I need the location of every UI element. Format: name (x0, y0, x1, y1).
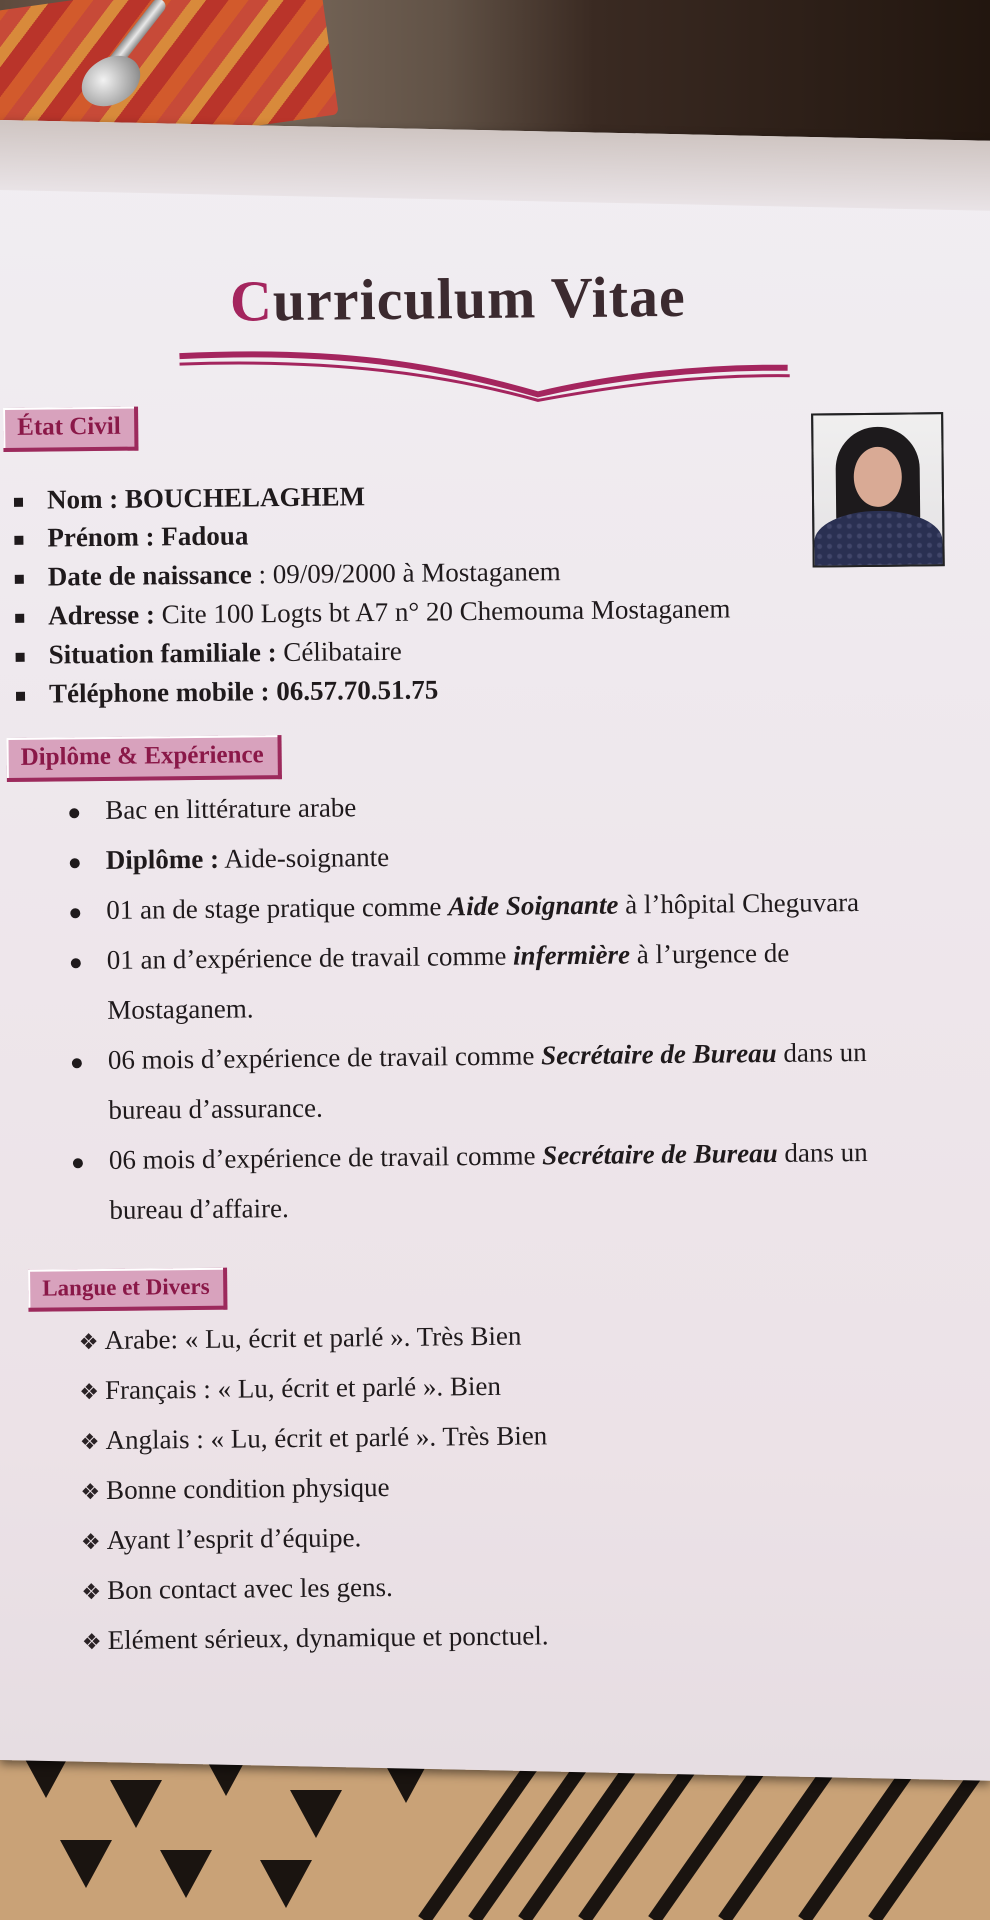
section-diplome: Diplôme & Expérience (6, 735, 281, 782)
diamond-bullet-icon: ❖ (79, 1429, 100, 1455)
exp-item-bac: Bac en littérature arabe (69, 792, 356, 826)
divers-arabe: ❖ Arabe: « Lu, écrit et parlé ». Très Bien (78, 1320, 522, 1355)
exp-item-secretaire-2: 06 mois d’expérience de travail comme Secrétaire de Bureau dans un (73, 1137, 868, 1176)
square-bullet-icon (16, 692, 25, 701)
square-bullet-icon (15, 575, 24, 584)
divers-equipe: ❖ Ayant l’esprit d’équipe. (80, 1522, 362, 1555)
diamond-bullet-icon: ❖ (78, 1329, 99, 1355)
fabric-pattern (110, 1780, 162, 1828)
fabric-pattern (60, 1840, 112, 1888)
round-bullet-icon (69, 808, 79, 818)
fabric-pattern (290, 1790, 342, 1838)
cv-paper (0, 120, 990, 1781)
profile-photo (811, 412, 945, 567)
square-bullet-icon (15, 614, 24, 623)
title-initial: C (229, 268, 274, 334)
title-swoosh (177, 332, 798, 408)
divers-serieux: ❖ Elément sérieux, dynamique et ponctuel. (81, 1620, 549, 1655)
info-situation: Situation familiale : Célibataire (15, 636, 402, 671)
diamond-bullet-icon: ❖ (80, 1479, 101, 1505)
info-adresse: Adresse : Cite 100 Logts bt A7 n° 20 Chemouma Mostaganem (15, 593, 731, 631)
diamond-bullet-icon: ❖ (80, 1529, 101, 1555)
exp-item-infirmiere-cont: Mostaganem. (107, 993, 254, 1025)
round-bullet-icon (70, 858, 80, 868)
section-etat-civil: État Civil (3, 407, 139, 452)
round-bullet-icon (72, 1058, 82, 1068)
diamond-bullet-icon: ❖ (81, 1629, 102, 1655)
exp-item-secretaire-1-cont: bureau d’assurance. (108, 1092, 323, 1125)
info-prenom: Prénom : Fadoua (14, 520, 248, 553)
info-nom: Nom : BOUCHELAGHEM (14, 481, 365, 516)
fabric-pattern (160, 1850, 212, 1898)
round-bullet-icon (70, 908, 80, 918)
section-langue: Langue et Divers (28, 1268, 228, 1312)
exp-item-diplome: Diplôme : Aide-soignante (70, 842, 390, 876)
fabric-pattern (260, 1860, 312, 1908)
exp-item-secretaire-1: 06 mois d’expérience de travail comme Secrétaire de Bureau dans un (72, 1037, 867, 1076)
divers-anglais: ❖ Anglais : « Lu, écrit et parlé ». Très Bien (79, 1420, 548, 1455)
exp-item-infirmiere: 01 an d’expérience de travail comme infermière à l’urgence de (71, 938, 790, 977)
square-bullet-icon (14, 536, 23, 545)
divers-condition: ❖ Bonne condition physique (80, 1471, 390, 1505)
cv-content (0, 110, 990, 1760)
page-title (230, 263, 686, 335)
title-rest: urriculum Vitae (272, 263, 687, 334)
diamond-bullet-icon: ❖ (79, 1379, 100, 1405)
square-bullet-icon (14, 498, 23, 507)
info-naissance: Date de naissance : 09/09/2000 à Mostaganem (15, 556, 561, 593)
round-bullet-icon (73, 1158, 83, 1168)
divers-contact: ❖ Bon contact avec les gens. (81, 1571, 393, 1605)
round-bullet-icon (71, 958, 81, 968)
exp-item-secretaire-2-cont: bureau d’affaire. (109, 1193, 289, 1225)
diamond-bullet-icon: ❖ (81, 1579, 102, 1605)
exp-item-stage: 01 an de stage pratique comme Aide Soignante à l’hôpital Cheguvara (70, 887, 859, 926)
divers-francais: ❖ Français : « Lu, écrit et parlé ». Bien (79, 1370, 502, 1405)
info-telephone: Téléphone mobile : 06.57.70.51.75 (16, 674, 439, 709)
square-bullet-icon (16, 653, 25, 662)
